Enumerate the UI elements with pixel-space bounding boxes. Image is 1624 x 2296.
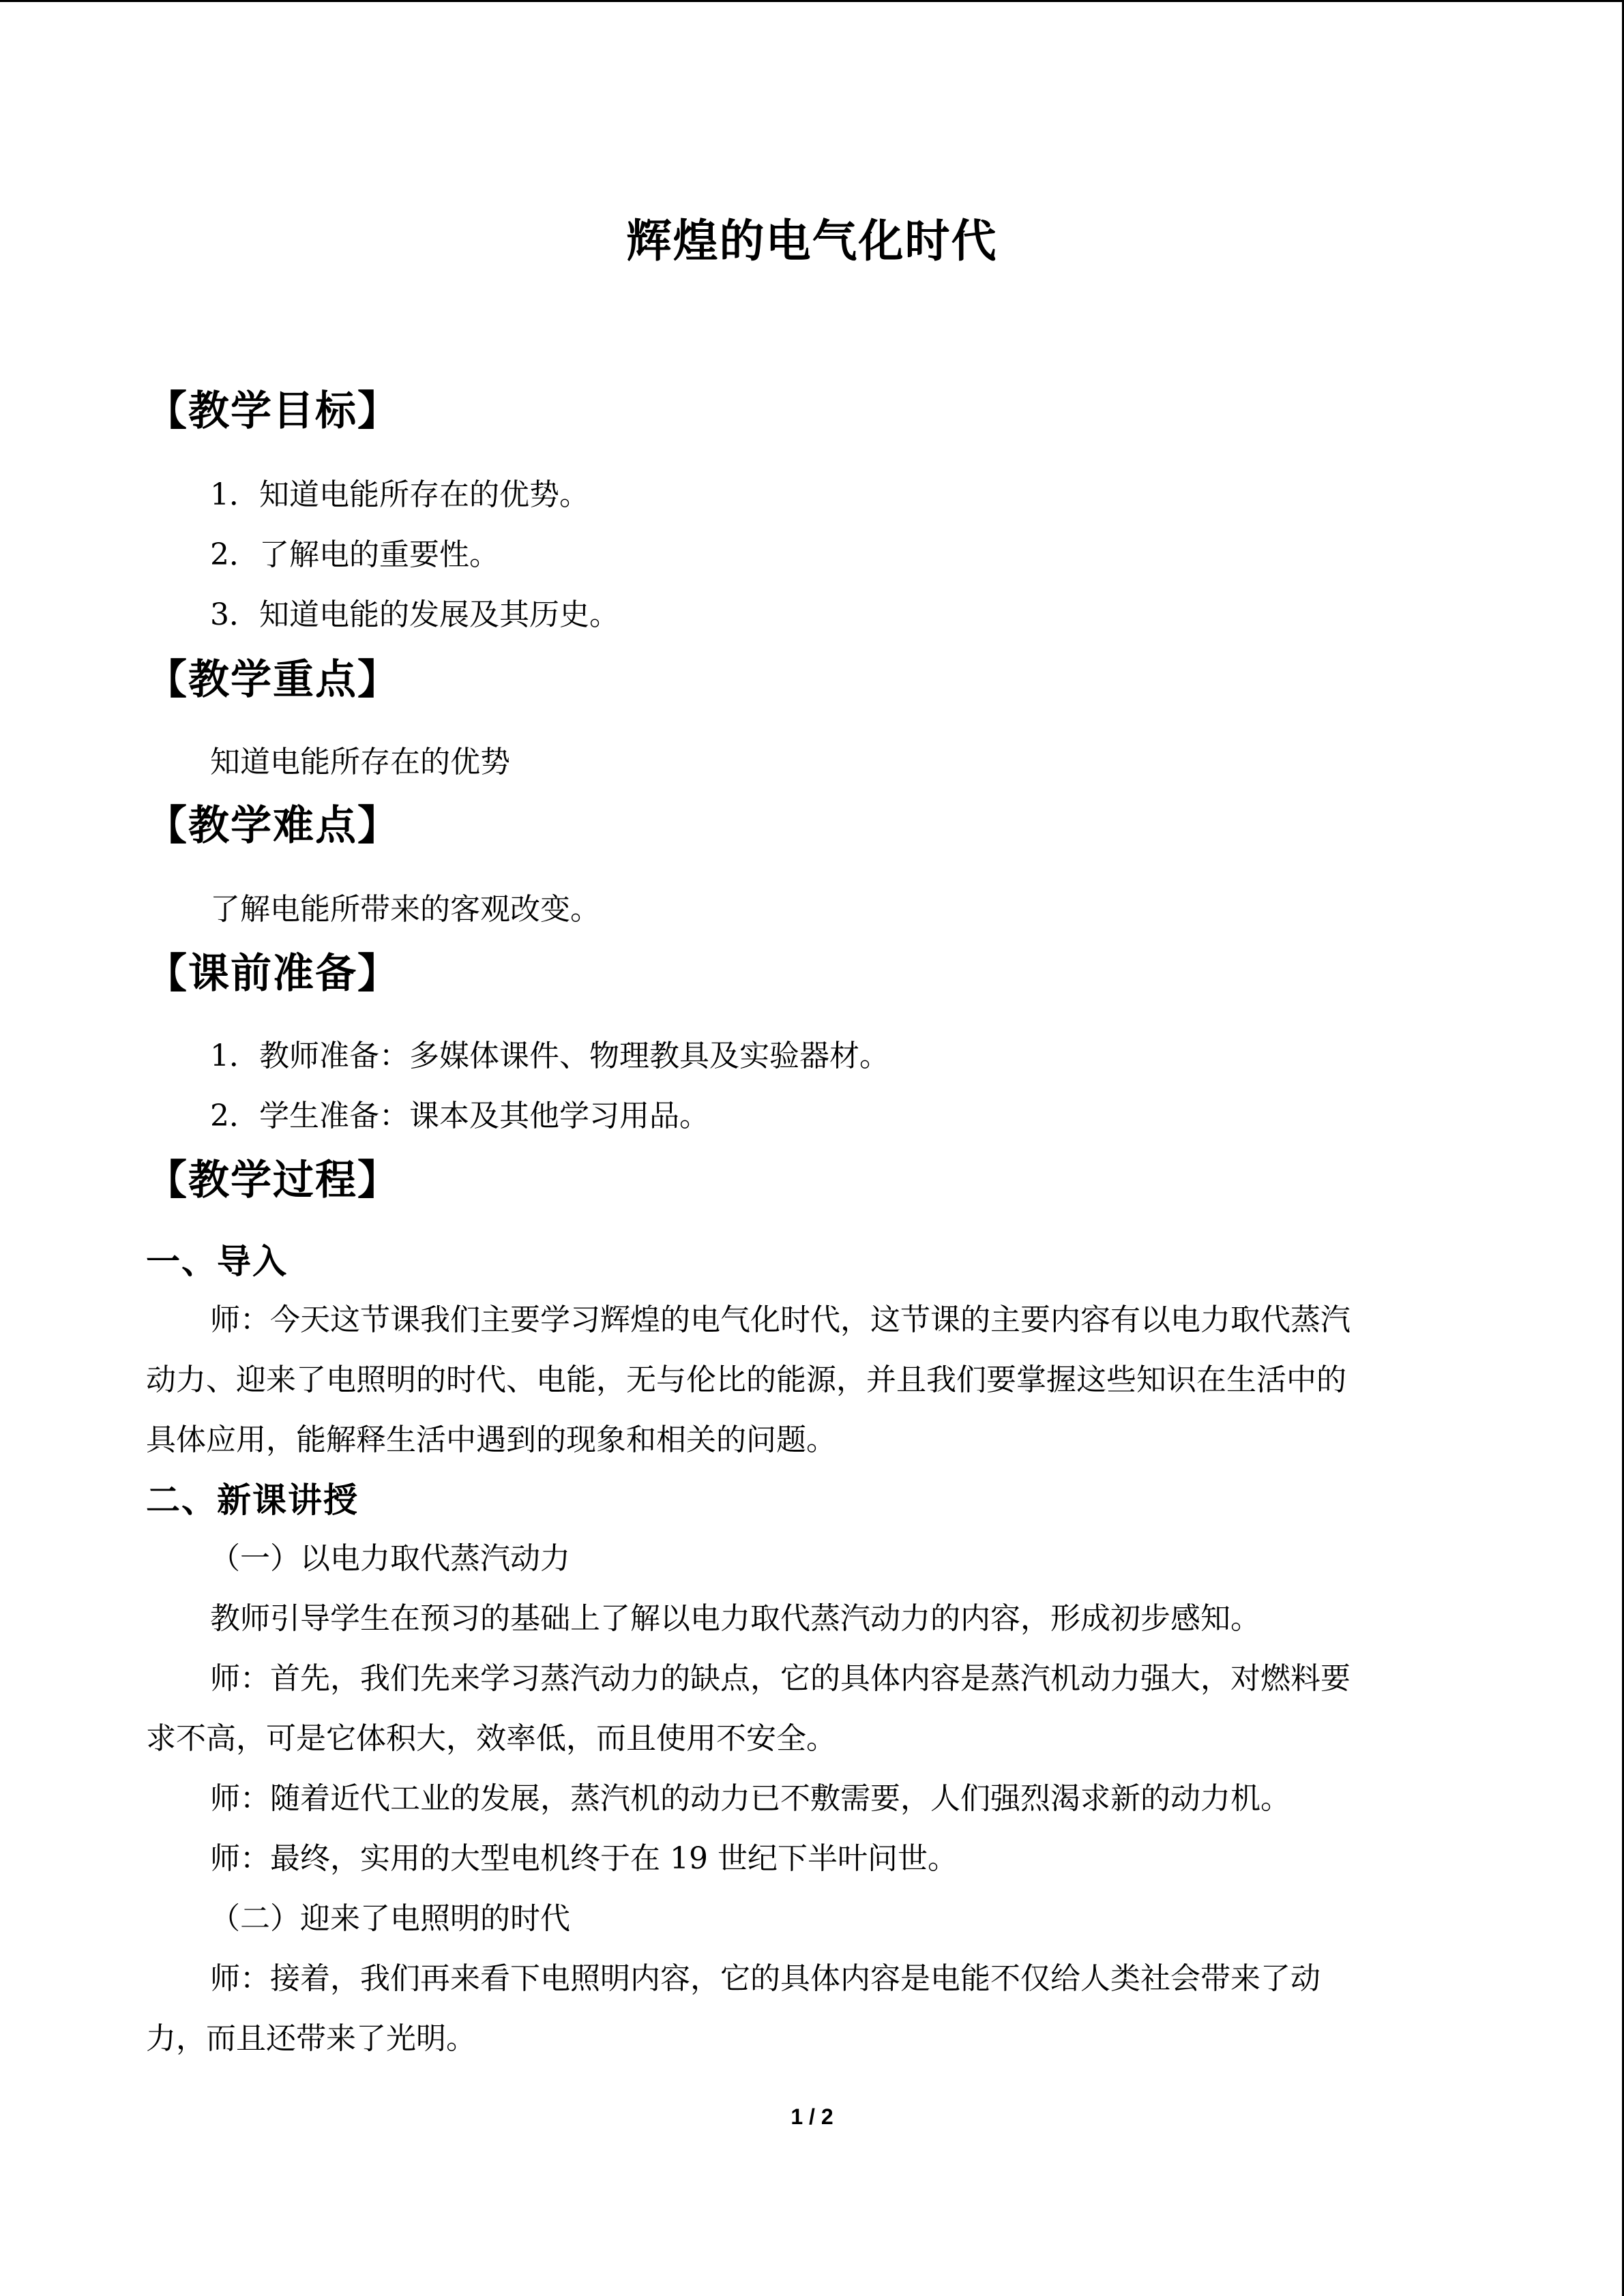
body-paragraph-line: 具体应用，能解释生活中遇到的现象和相关的问题。 xyxy=(146,1422,836,1457)
section-heading-difficulties: 【教学难点】 xyxy=(146,802,400,850)
key-points-text: 知道电能所存在的优势 xyxy=(210,745,510,779)
body-paragraph-line: 师：随着近代工业的发展，蒸汽机的动力已不敷需要，人们强烈渴求新的动力机。 xyxy=(210,1781,1290,1816)
body-paragraph-line: 教师引导学生在预习的基础上了解以电力取代蒸汽动力的内容，形成初步感知。 xyxy=(210,1601,1260,1636)
preparation-item: 2．学生准备：课本及其他学习用品。 xyxy=(210,1099,709,1133)
objective-item: 2．了解电的重要性。 xyxy=(210,537,499,572)
section-heading-key-points: 【教学重点】 xyxy=(146,656,400,704)
body-paragraph-line: 求不高，可是它体积大，效率低，而且使用不安全。 xyxy=(146,1721,836,1756)
process-subheading-new-lesson: 二、新课讲授 xyxy=(146,1480,359,1520)
page-top-border xyxy=(0,0,1624,2)
section-heading-objectives: 【教学目标】 xyxy=(146,387,400,435)
section-heading-process: 【教学过程】 xyxy=(146,1157,400,1204)
body-paragraph-line: （一）以电力取代蒸汽动力 xyxy=(210,1541,570,1576)
section-heading-preparation: 【课前准备】 xyxy=(146,950,400,998)
body-paragraph-line: 力，而且还带来了光明。 xyxy=(146,2021,476,2056)
page-number: 1 / 2 xyxy=(791,2104,833,2129)
body-paragraph-line: 师：接着，我们再来看下电照明内容，它的具体内容是电能不仅给人类社会带来了动 xyxy=(210,1961,1320,1996)
objective-item: 3．知道电能的发展及其历史。 xyxy=(210,597,619,632)
preparation-item: 1．教师准备：多媒体课件、物理教具及实验器材。 xyxy=(210,1039,889,1073)
document-title: 辉煌的电气化时代 xyxy=(626,215,998,267)
body-paragraph-line: 师：今天这节课我们主要学习辉煌的电气化时代，这节课的主要内容有以电力取代蒸汽 xyxy=(210,1302,1350,1337)
body-paragraph-line: 师：最终，实用的大型电机终于在 19 世纪下半叶问世。 xyxy=(210,1841,958,1876)
body-paragraph-line: （二）迎来了电照明的时代 xyxy=(210,1901,570,1936)
process-subheading-intro: 一、导入 xyxy=(146,1242,288,1281)
objective-item: 1．知道电能所存在的优势。 xyxy=(210,477,589,512)
body-paragraph-line: 动力、迎来了电照明的时代、电能，无与伦比的能源，并且我们要掌握这些知识在生活中的 xyxy=(146,1362,1346,1397)
difficulties-text: 了解电能所带来的客观改变。 xyxy=(210,892,600,927)
body-paragraph-line: 师：首先，我们先来学习蒸汽动力的缺点，它的具体内容是蒸汽机动力强大，对燃料要 xyxy=(210,1661,1350,1696)
